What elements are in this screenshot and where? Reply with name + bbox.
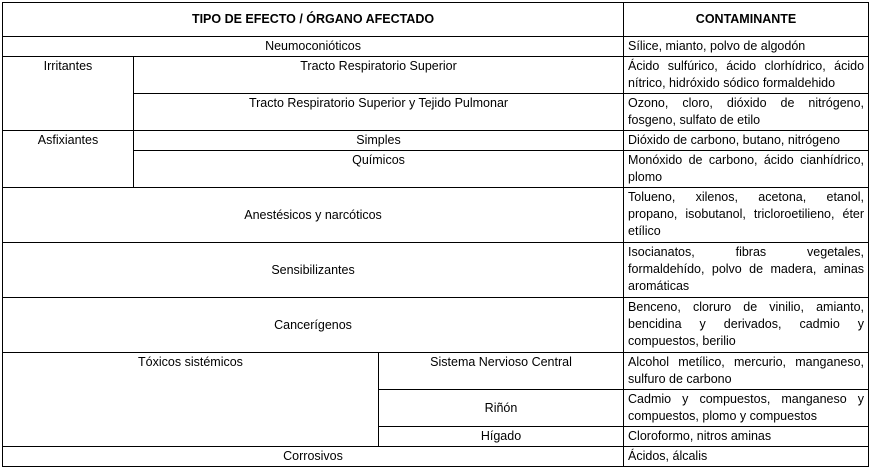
table-row <box>3 57 869 94</box>
organ-snc: Sistema Nervioso Central <box>379 353 624 390</box>
effect-anestesicos: Anestésicos y narcóticos <box>3 188 624 243</box>
header-row <box>3 3 869 37</box>
organ-tracto-pulmonar: Tracto Respiratorio Superior y Tejido Pulmonar <box>134 94 624 131</box>
contaminant-snc: Alcohol metílico, mercurio, manganeso, sulfuro de carbono <box>624 353 869 390</box>
contaminant-sensibilizantes: Isocianatos, fibras vegetales, formaldehído, polvo de madera, aminas aromáticas <box>624 243 869 298</box>
table-row <box>3 298 869 353</box>
contaminant-corrosivos: Ácidos, álcalis <box>624 447 869 467</box>
contaminant-rinon: Cadmio y compuestos, manganeso y compuestos, plomo y compuestos <box>624 390 869 427</box>
organ-higado: Hígado <box>379 427 624 447</box>
effect-cancerigenos: Cancerígenos <box>3 298 624 353</box>
effect-corrosivos: Corrosivos <box>3 447 624 467</box>
organ-quimicos: Químicos <box>134 151 624 188</box>
effect-toxicos: Tóxicos sistémicos <box>3 353 379 447</box>
table-row <box>3 188 869 243</box>
contaminant-simples: Dióxido de carbono, butano, nitrógeno <box>624 131 869 151</box>
effect-sensibilizantes: Sensibilizantes <box>3 243 624 298</box>
effect-asfixiantes: Asfixiantes <box>3 131 134 188</box>
contaminant-tracto-superior: Ácido sulfúrico, ácido clorhídrico, ácido nítrico, hidróxido sódico formaldehido <box>624 57 869 94</box>
header-contaminant: CONTAMINANTE <box>624 3 869 37</box>
effect-irritantes: Irritantes <box>3 57 134 131</box>
header-effect: TIPO DE EFECTO / ÓRGANO AFECTADO <box>3 3 624 37</box>
table-row <box>3 353 869 390</box>
organ-rinon: Riñón <box>379 390 624 427</box>
contaminant-quimicos: Monóxido de carbono, ácido cianhídrico, plomo <box>624 151 869 188</box>
contaminant-higado: Cloroformo, nitros aminas <box>624 427 869 447</box>
contaminant-anestesicos: Tolueno, xilenos, acetona, etanol, propano, isobutanol, tricloroetilieno, éter etílico <box>624 188 869 243</box>
organ-simples: Simples <box>134 131 624 151</box>
table-row <box>3 131 869 151</box>
contaminant-cancerigenos: Benceno, cloruro de vinilio, amianto, bencidina y derivados, cadmio y compuestos, berilio <box>624 298 869 353</box>
table-row <box>3 447 869 467</box>
table-row <box>3 37 869 57</box>
effect-neumoconioticos: Neumoconióticos <box>3 37 624 57</box>
table-row <box>3 243 869 298</box>
effects-table <box>2 2 869 467</box>
organ-tracto-superior: Tracto Respiratorio Superior <box>134 57 624 94</box>
contaminant-tracto-pulmonar: Ozono, cloro, dióxido de nitrógeno, fosgeno, sulfato de etilo <box>624 94 869 131</box>
contaminant-neumoconioticos: Sílice, mianto, polvo de algodón <box>624 37 869 57</box>
